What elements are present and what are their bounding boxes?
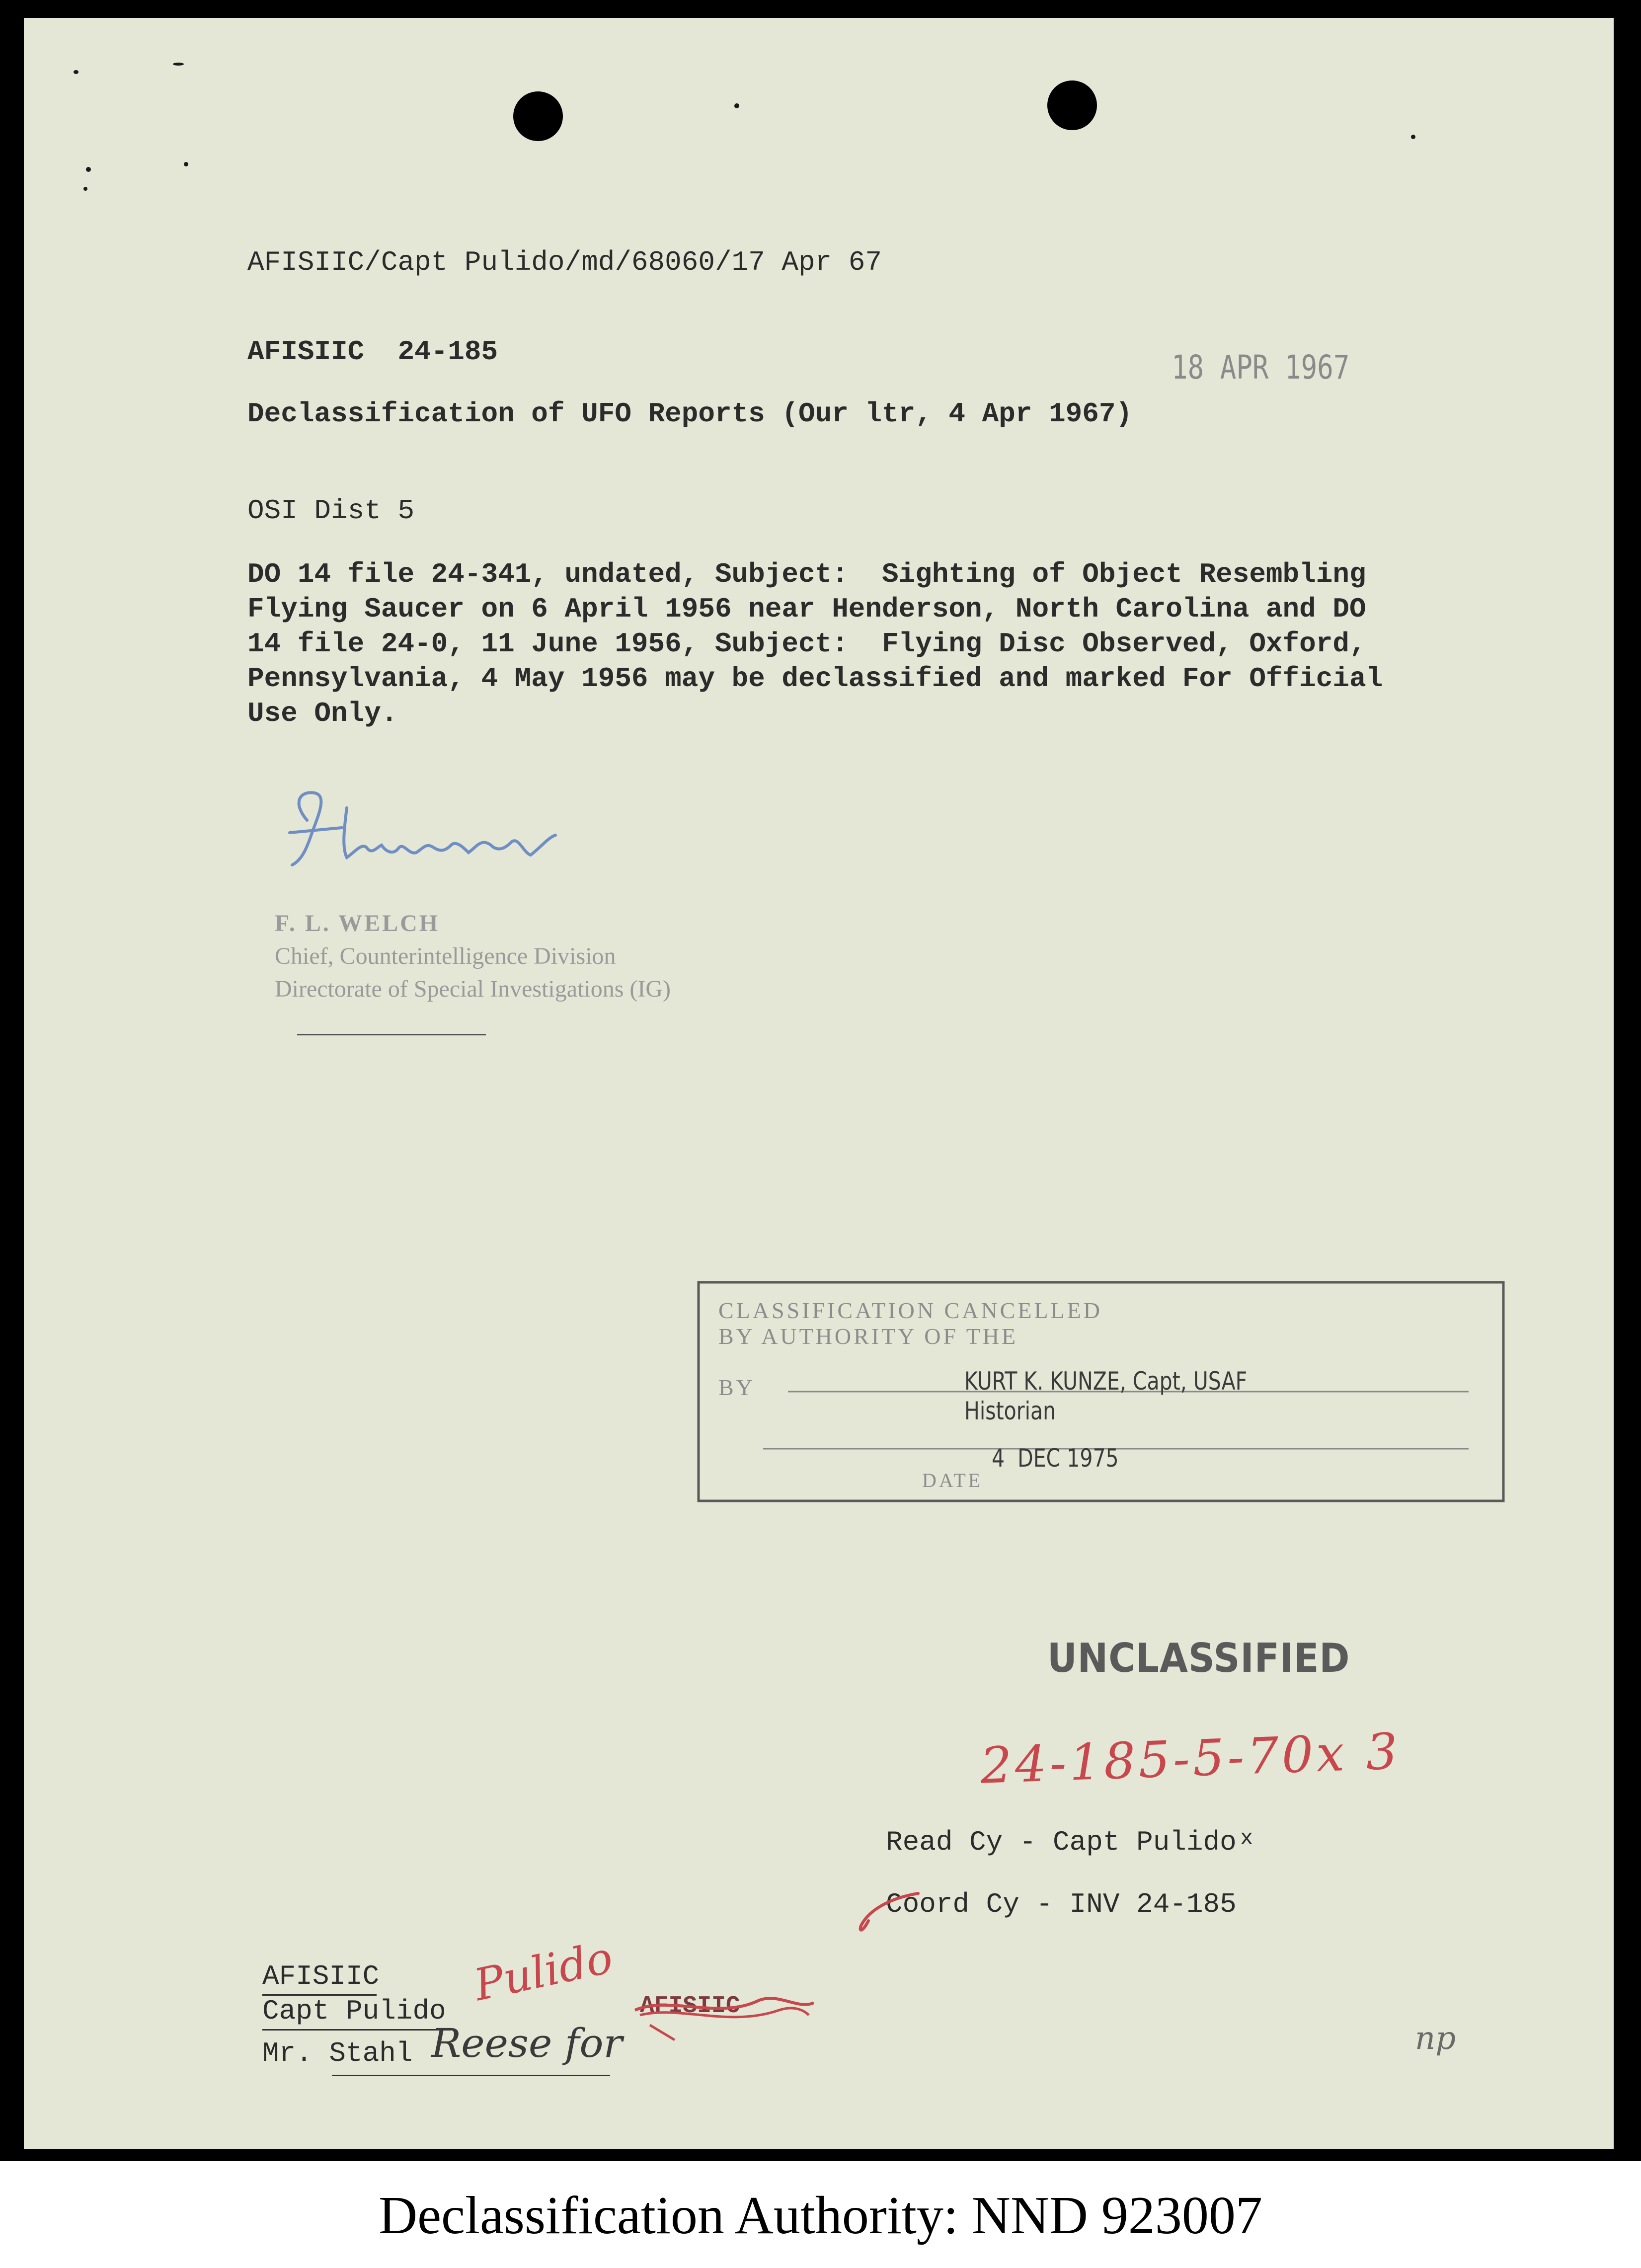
stamp-line-1: CLASSIFICATION CANCELLED (718, 1298, 1102, 1323)
signer-organization: Directorate of Special Investigations (IG) (275, 976, 671, 1002)
struck-office: AFISIIC (640, 1993, 740, 2020)
coord-officer-underline (262, 2029, 451, 2031)
reference-line: AFISIIC/Capt Pulido/md/68060/17 Apr 67 (247, 246, 882, 278)
read-copy-mark: x (1240, 1826, 1253, 1851)
signature-underline (297, 1034, 486, 1035)
stamp-date-value: 4 DEC 1975 (992, 1444, 1119, 1473)
handwritten-file-number: 24-185-5-70x 3 (979, 1722, 1402, 1795)
signer-name: F. L. WELCH (275, 910, 440, 937)
body-line: Pennsylvania, 4 May 1956 may be declassified and marked For Official (247, 663, 1383, 695)
handwritten-signature (272, 773, 595, 887)
punch-hole-right (1047, 80, 1097, 130)
received-date-stamp: 18 APR 1967 (1172, 348, 1350, 387)
body-paragraph (247, 557, 1440, 731)
office-symbol: AFISIIC 24-185 (247, 336, 498, 368)
paper-speck (83, 187, 87, 191)
civilian-initials-handwritten: Reese for (431, 2020, 623, 2066)
coord-copy-line: Coord Cy - INV 24-185 (886, 1888, 1237, 1920)
unclassified-stamp: UNCLASSIFIED (1047, 1635, 1350, 1681)
signer-title: Chief, Counterintelligence Division (275, 943, 616, 969)
addressee: OSI Dist 5 (247, 495, 415, 527)
paper-speck (184, 162, 188, 166)
paper-speck (74, 70, 78, 74)
stamp-by-label: BY (718, 1375, 755, 1400)
paper-speck (734, 103, 739, 108)
officer-initials-handwritten: Pulido (469, 1931, 618, 2011)
paper-speck (86, 167, 91, 172)
coord-officer: Capt Pulido (262, 1995, 446, 2027)
paper-speck (1411, 135, 1415, 139)
body-line: 14 file 24-0, 11 June 1956, Subject: Flying Disc Observed, Oxford, (247, 628, 1366, 660)
punch-hole-left (513, 91, 563, 141)
coord-civilian: Mr. Stahl (262, 2037, 413, 2069)
stamp-line-2: BY AUTHORITY OF THE (718, 1324, 1018, 1349)
signature-block (275, 907, 671, 1006)
body-line: Flying Saucer on 6 April 1956 near Henderson, North Carolina and DO (247, 593, 1366, 625)
coord-office: AFISIIC (262, 1960, 380, 1992)
declassification-footer: Declassification Authority: NND 923007 (379, 2186, 1262, 2245)
corner-initials-handwritten: np (1415, 2020, 1456, 2057)
body-line: Use Only. (247, 698, 398, 729)
stamp-date-label: DATE (922, 1469, 983, 1491)
stamp-by-name: KURT K. KUNZE, Capt, USAF (964, 1367, 1248, 1396)
stamp-by-role: Historian (964, 1397, 1056, 1425)
classification-cancelled-stamp (694, 1277, 1513, 1516)
read-copy-line: Read Cy - Capt Pulido (886, 1826, 1237, 1858)
body-line: DO 14 file 24-341, undated, Subject: Sighting of Object Resembling (247, 558, 1366, 590)
subject-line: Declassification of UFO Reports (Our ltr, 4 Apr 1967) (247, 398, 1133, 430)
paper-speck (173, 63, 184, 66)
document-page (24, 18, 1614, 2149)
red-check-mark (854, 1886, 923, 1936)
strikethrough-scribble (630, 1980, 819, 2045)
coord-civilian-underline (332, 2075, 610, 2076)
